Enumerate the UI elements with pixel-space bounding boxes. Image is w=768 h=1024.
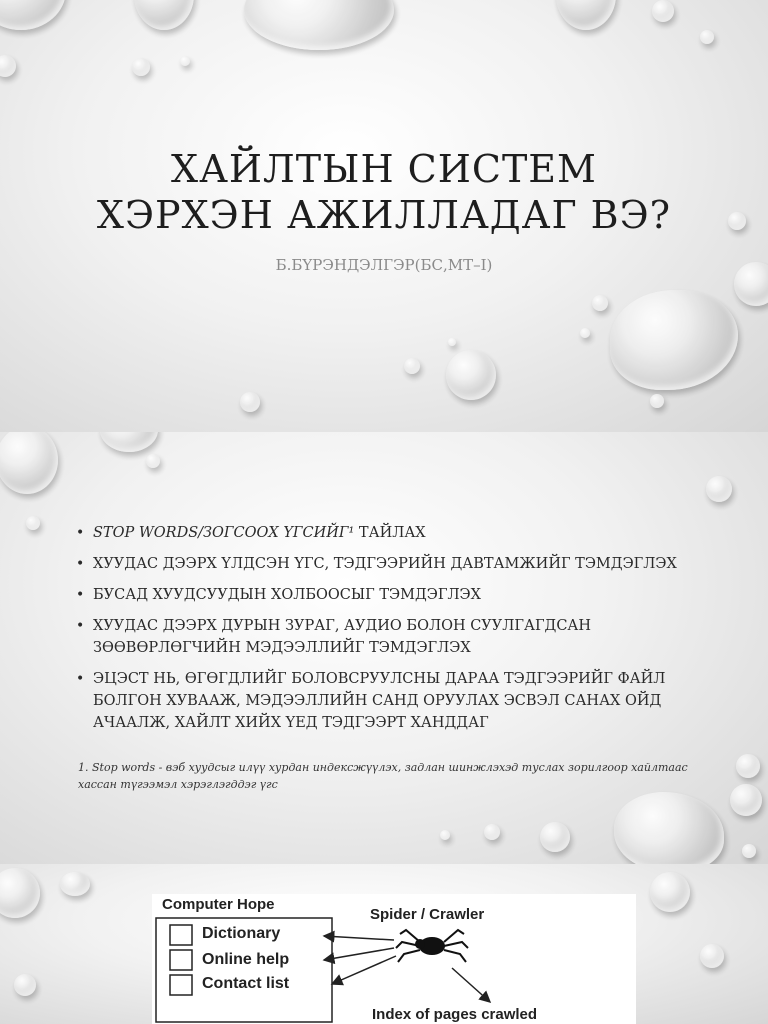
bullet-text: ХУУДАС ДЭЭРХ ДУРЫН ЗУРАГ, АУДИО БОЛОН СУУЛГАГДСАН ЗӨӨВӨРЛӨГЧИЙН МЭДЭЭЛЛИЙГ ТЭМДЭГЛЭХ (93, 618, 592, 656)
bullet-list (76, 522, 726, 743)
list-item (76, 522, 726, 544)
water-drop-decoration (404, 358, 420, 374)
water-drop-decoration (244, 0, 394, 50)
bullet-text: БУСАД ХУУДСУУДЫН ХОЛБООСЫГ ТЭМДЭГЛЭХ (93, 587, 481, 603)
water-drop-decoration (26, 516, 40, 530)
water-drop-decoration (448, 338, 456, 346)
slide-title (60, 146, 708, 238)
bullet-glyph: • (76, 525, 85, 541)
checkbox-icon (170, 950, 192, 970)
water-drop-decoration (614, 792, 724, 864)
water-drop-decoration (734, 262, 768, 306)
water-drop-decoration (700, 944, 724, 968)
water-drop-decoration (240, 392, 260, 412)
slide-subtitle-author: Б.БҮРЭНДЭЛГЭР(БС,МТ–I) (275, 256, 493, 274)
water-drop-decoration (132, 58, 150, 76)
water-drop-decoration (0, 868, 40, 918)
water-drop-decoration (540, 822, 570, 852)
checkbox-icon (170, 925, 192, 945)
bullet-text: ЭЦЭСТ НЬ, ӨГӨГДЛИЙГ БОЛОВСРУУЛСНЫ ДАРАА ТЭДГЭЭРИЙГ ФАЙЛ БОЛГОН ХУВААЖ, МЭДЭЭЛЛИЙН САНД ОРУУЛАХ ЭСВЭЛ САНАХ ОЙД АЧААЛЖ, ХАЙЛТ ХИЙХ ҮЕД ТЭДГЭЭРТ ХАНДДАГ (93, 671, 666, 731)
bullet-italic-text: STOP WORDS/ЗОГСООХ ҮГСИЙГ¹ (93, 525, 355, 541)
water-drop-decoration (440, 830, 450, 840)
water-drop-decoration (146, 454, 160, 468)
water-drop-decoration (700, 30, 714, 44)
water-drop-decoration (0, 55, 16, 77)
index-label: Index of pages crawled (372, 1006, 538, 1023)
list-item (76, 553, 726, 575)
diagram-item: Dictionary (202, 925, 281, 942)
water-drop-decoration (650, 394, 664, 408)
bullet-glyph: • (76, 556, 85, 572)
water-drop-decoration (446, 350, 496, 400)
water-drop-decoration (0, 0, 66, 30)
bullet-text: ХУУДАС ДЭЭРХ ҮЛДСЭН ҮГС, ТЭДГЭЭРИЙН ДАВТАМЖИЙГ ТЭМДЭГЛЭХ (93, 556, 677, 572)
water-drop-decoration (742, 844, 756, 858)
water-drop-decoration (728, 212, 746, 230)
diagram-item: Contact list (202, 975, 290, 992)
water-drop-decoration (730, 784, 762, 816)
bullet-glyph: • (76, 587, 85, 603)
list-item (76, 584, 726, 606)
title-line-1: ХАЙЛТЫН СИСТЕМ (171, 147, 597, 191)
water-drop-decoration (14, 974, 36, 996)
arrow-to-online-help (324, 948, 394, 960)
title-line-2: ХЭРХЭН АЖИЛЛАДАГ ВЭ? (96, 193, 672, 237)
water-drop-decoration (652, 0, 674, 22)
bullet-text: ТАЙЛАХ (354, 525, 426, 541)
arrow-to-dictionary (324, 936, 394, 940)
water-drop-decoration (592, 295, 608, 311)
arrow-to-index (452, 968, 490, 1002)
title-slide (0, 0, 768, 432)
diagram-heading: Computer Hope (162, 896, 275, 913)
water-drop-decoration (650, 872, 690, 912)
bullet-glyph: • (76, 671, 85, 687)
bullet-glyph: • (76, 618, 85, 634)
spider-label: Spider / Crawler (370, 906, 485, 923)
water-drop-decoration (60, 872, 90, 896)
water-drop-decoration (134, 0, 194, 30)
water-drop-decoration (556, 0, 616, 30)
checkbox-icon (170, 975, 192, 995)
water-drop-decoration (736, 754, 760, 778)
footnote: 1. Stop words - вэб хуудсыг илүү хурдан индексжүүлэх, задлан шинжлэхэд туслах зорилгоор хайлтаас хассан түгээмэл хэрэглэгддэг үгс (78, 761, 688, 791)
water-drop-decoration (706, 476, 732, 502)
spider-head (415, 939, 425, 949)
water-drop-decoration (100, 432, 158, 452)
arrow-to-contact-list (332, 956, 396, 984)
water-drop-decoration (0, 432, 58, 494)
water-drop-decoration (180, 56, 190, 66)
crawler-diagram (152, 894, 636, 1024)
diagram-item: Online help (202, 951, 290, 968)
list-item (76, 615, 726, 659)
water-drop-decoration (580, 328, 590, 338)
water-drop-decoration (610, 290, 738, 390)
list-item (76, 668, 726, 734)
water-drop-decoration (484, 824, 500, 840)
